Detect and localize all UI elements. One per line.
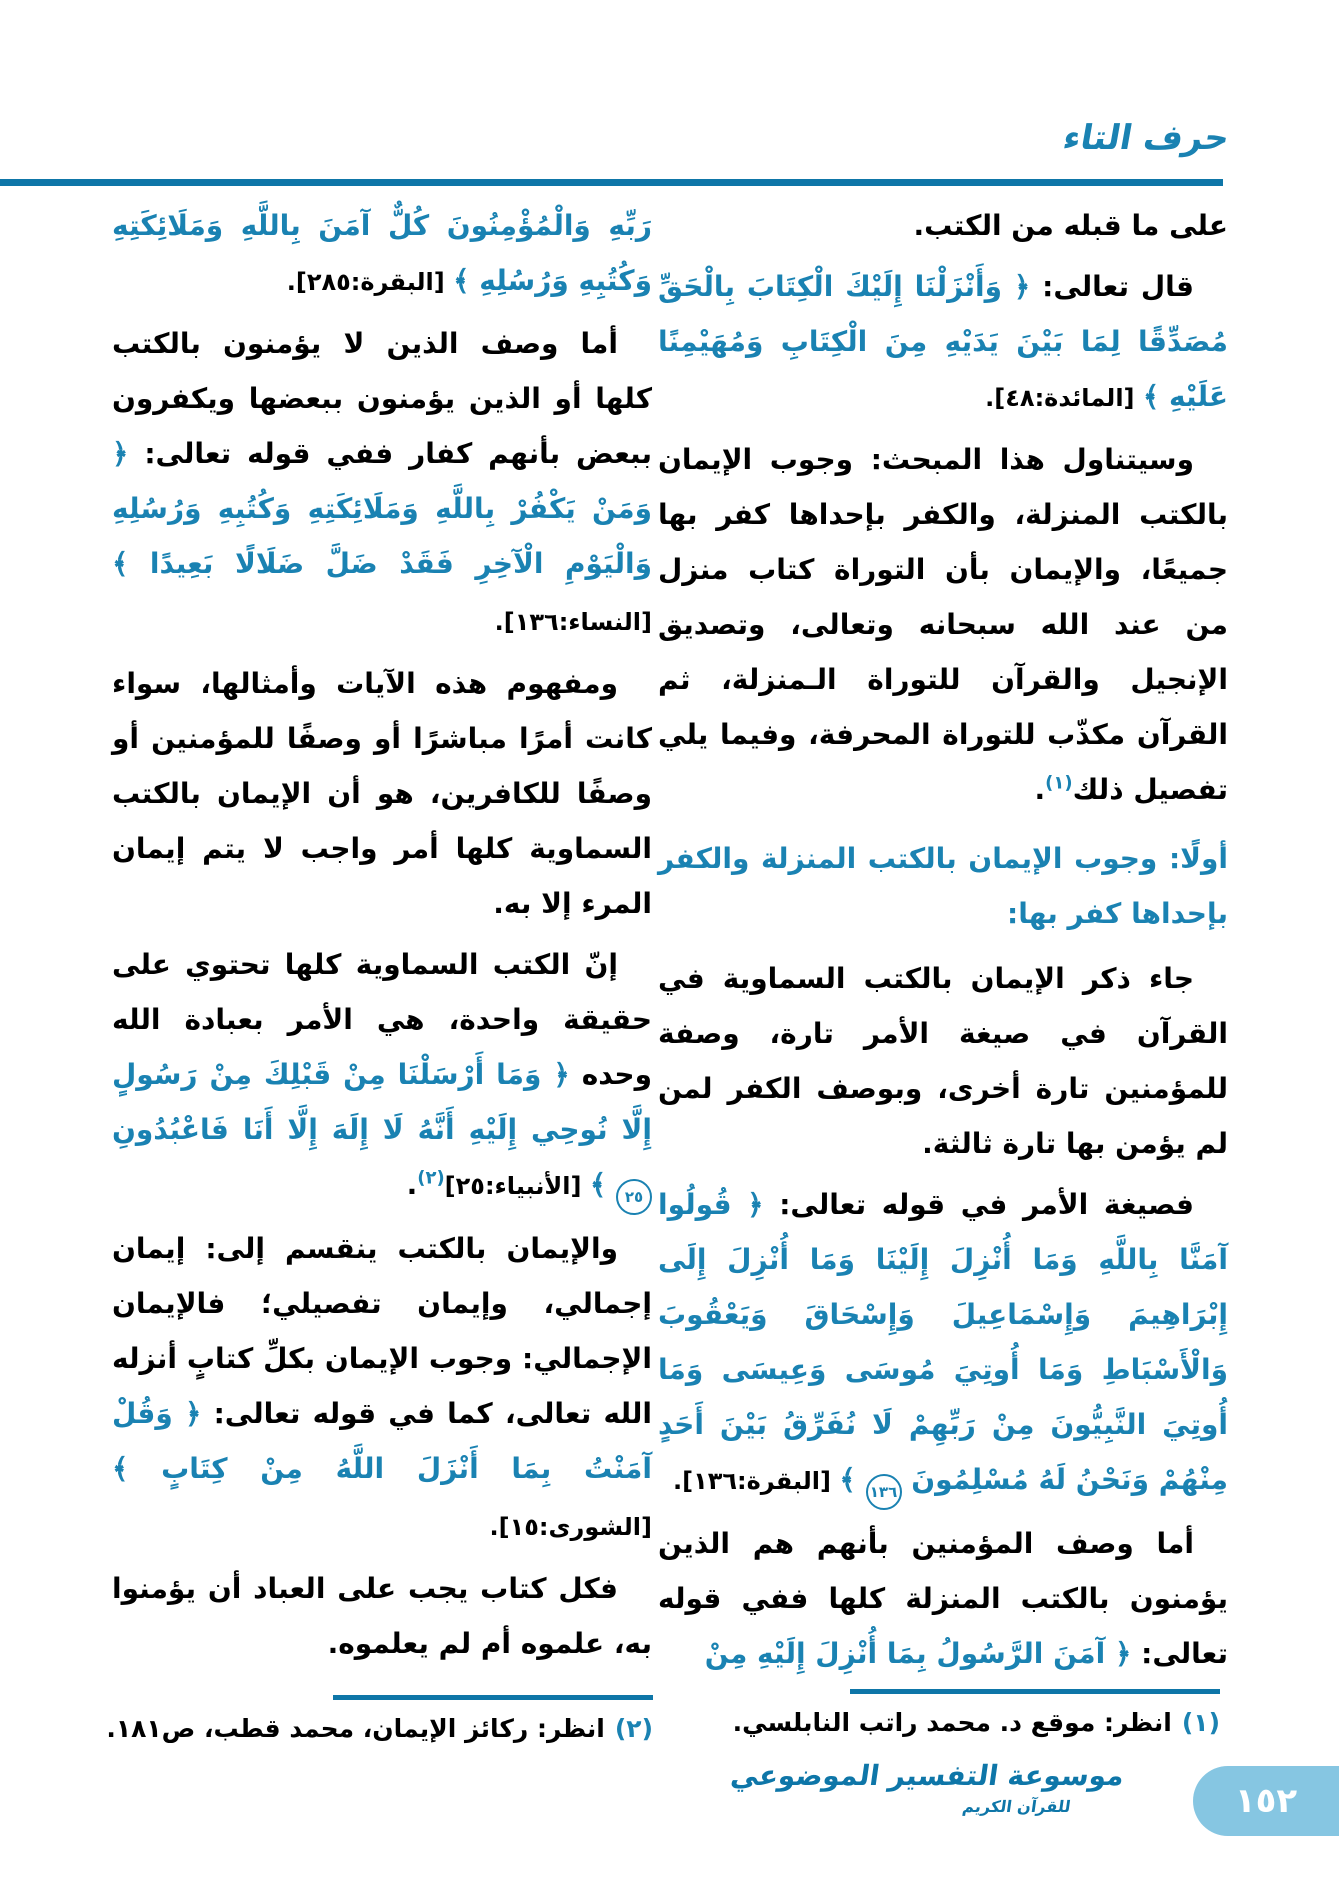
text-segment-body: وسيتناول هذا المبحث: وجوب الإيمان بالكتب المنزلة، والكفر بإحداها كفر بها جميعًا، والإيمان بأن التوراة كتاب منزل من عند الله سبحانه وتعالى، وتصديق الإنجيل والقرآن للتوراة الـمنزلة، ثم القرآن مكذّب للتوراة المحرفة، وفيما يلي تفصيل ذلك	[658, 443, 1228, 806]
text-segment-quran: ﴿ آمَنَ الرَّسُولُ بِمَا أُنْزِلَ إِلَيْهِ مِنْ	[704, 1637, 1132, 1670]
publisher-logo-subtitle: للقرآن الكريم	[961, 1797, 1072, 1816]
chapter-title-calligraphy: حرف التاء	[1060, 118, 1233, 158]
para-quran-mentions	[658, 951, 1228, 1171]
para-one-truth	[112, 937, 652, 1215]
footnote-1	[655, 1703, 1220, 1743]
heading-first-point	[658, 831, 1228, 941]
text-segment-body: .	[406, 1168, 418, 1201]
page-number-badge	[1193, 1766, 1339, 1836]
text-segment-heading: أولًا: وجوب الإيمان بالكتب المنزلة والكفر بإحداها كفر بها:	[658, 842, 1228, 930]
text-segment-body: أما وصف المؤمنين بأنهم هم الذين يؤمنون بالكتب المنزلة كلها ففي قوله تعالى:	[658, 1527, 1228, 1670]
text-segment-quran: ﴿ وَأَنْزَلْنَا إِلَيْكَ الْكِتَابَ بِالْحَقِّ مُصَدِّقًا لِمَا بَيْنَ يَدَيْهِ مِنَ الْكِتَابِ وَمُهَيْمِنًا عَلَيْهِ ﴾	[658, 270, 1228, 413]
text-segment-sup: (١)	[1045, 772, 1073, 794]
para-believers-description	[658, 1516, 1228, 1681]
text-segment-body: قال تعالى:	[1030, 270, 1194, 303]
footnote-2-number: (٢)	[614, 1714, 653, 1743]
text-segment-body: أما وصف الذين لا يؤمنون بالكتب كلها أو الذين يؤمنون ببعضها ويكفرون ببعض بأنهم كفار ففي قوله تعالى:	[112, 327, 652, 470]
footnote-1-text: انظر: موقع د. محمد راتب النابلسي.	[732, 1708, 1172, 1737]
footnote-2-text: انظر: ركائز الإيمان، محمد قطب، ص١٨١.	[106, 1714, 605, 1743]
text-segment-body: جاء ذكر الإيمان بالكتب السماوية في القرآن في صيغة الأمر تارة، وصفة للمؤمنين تارة أخرى، وبوصف الكفر لمن لم يؤمن بها تارة ثالثة.	[658, 962, 1228, 1160]
text-segment-body: إنّ الكتب السماوية كلها تحتوي على حقيقة واحدة، هي الأمر بعبادة الله وحده	[112, 948, 652, 1091]
text-segment-ref: [الأنبياء:٢٥]	[444, 1172, 590, 1200]
para-quote-baqarah-285-continuation	[112, 198, 652, 310]
para-topic-overview	[658, 432, 1228, 817]
para-quote-maidah-48	[658, 259, 1228, 426]
para-prev-continuation	[658, 198, 1228, 253]
column-right	[658, 198, 1228, 1687]
footnote-1-number: (١)	[1181, 1708, 1220, 1737]
text-segment-body: والإيمان بالكتب ينقسم إلى: إيمان إجمالي، وإيمان تفصيلي؛ فالإيمان الإجمالي: وجوب الإيمان بكلِّ كتابٍ أنزله الله تعالى، كما في قوله تعالى:	[112, 1232, 652, 1430]
text-segment-ref: [الشورى:١٥].	[489, 1513, 652, 1541]
text-segment-body: فصيغة الأمر في قوله تعالى:	[763, 1188, 1194, 1221]
text-segment-body: ومفهوم هذه الآيات وأمثالها، سواء كانت أمرًا مباشرًا أو وصفًا للمؤمنين أو وصفًا للكافرين، هو أن الإيمان بالكتب السماوية كلها أمر واجب لا يتم إيمان المرء إلا به.	[112, 667, 652, 920]
column-left	[112, 198, 652, 1677]
page-number: ١٥٢	[1234, 1781, 1298, 1821]
text-segment-ayah: ٢٥	[616, 1179, 652, 1215]
para-faith-division	[112, 1221, 652, 1555]
publisher-logo-title: موسوعة التفسير الموضوعي	[728, 1759, 1127, 1792]
text-segment-quran: ﴿ قُولُوا آمَنَّا بِاللَّهِ وَمَا أُنْزِلَ إِلَيْنَا وَمَا أُنْزِلَ إِلَى إِبْرَاهِيمَ وَإِسْمَاعِيلَ وَإِسْحَاقَ وَيَعْقُوبَ وَالْأَسْبَاطِ وَمَا أُوتِيَ مُوسَى وَعِيسَى وَمَا أُوتِيَ النَّبِيُّونَ مِنْ رَبِّهِمْ لَا نُفَرِّقُ بَيْنَ أَحَدٍ مِنْهُمْ وَنَحْنُ لَهُ مُسْلِمُونَ	[658, 1188, 1228, 1496]
para-verses-meaning	[112, 656, 652, 931]
text-segment-quran: ﴾	[589, 1168, 616, 1201]
text-segment-sup: (٢)	[417, 1167, 445, 1189]
text-segment-quran: ﴿ وَمَنْ يَكْفُرْ بِاللَّهِ وَمَلَائِكَتِهِ وَكُتُبِهِ وَرُسُلِهِ وَالْيَوْمِ الْآخِرِ فَقَدْ ضَلَّ ضَلَالًا بَعِيدًا ﴾	[112, 437, 652, 580]
para-every-book	[112, 1561, 652, 1671]
text-segment-body: على ما قبله من الكتب.	[913, 209, 1228, 242]
para-disbelievers-description	[112, 316, 652, 650]
text-segment-ref: [النساء:١٣٦].	[494, 608, 652, 636]
footnote-divider-right	[850, 1689, 1220, 1694]
text-segment-quran: ﴿ وَمَا أَرْسَلْنَا مِنْ قَبْلِكَ مِنْ رَسُولٍ إِلَّا نُوحِي إِلَيْهِ أَنَّهُ لَا إِلَهَ إِلَّا أَنَا فَاعْبُدُونِ	[112, 1058, 652, 1146]
footnote-divider-left	[333, 1695, 653, 1700]
footnote-2	[103, 1709, 653, 1749]
text-segment-quran: ﴾	[839, 1463, 866, 1496]
header-divider-rule	[0, 179, 1223, 186]
text-segment-body: .	[1034, 773, 1046, 806]
text-segment-ref: [المائدة:٤٨].	[985, 384, 1143, 412]
text-segment-quran: رَبِّهِ وَالْمُؤْمِنُونَ كُلٌّ آمَنَ بِاللَّهِ وَمَلَائِكَتِهِ وَكُتُبِهِ وَرُسُلِهِ ﴾	[112, 209, 652, 297]
text-segment-quran: ﴿ وَقُلْ آمَنْتُ بِمَا أَنْزَلَ اللَّهُ مِنْ كِتَابٍ ﴾	[112, 1397, 652, 1485]
text-segment-ayah: ١٣٦	[866, 1474, 902, 1510]
publisher-logo	[728, 1756, 1127, 1818]
para-quote-baqarah-136	[658, 1177, 1228, 1510]
text-segment-ref: [البقرة:١٣٦].	[672, 1467, 840, 1495]
text-segment-body: فكل كتاب يجب على العباد أن يؤمنوا به، علموه أم لم يعلموه.	[112, 1572, 652, 1660]
text-segment-ref: [البقرة:٢٨٥].	[286, 268, 454, 296]
